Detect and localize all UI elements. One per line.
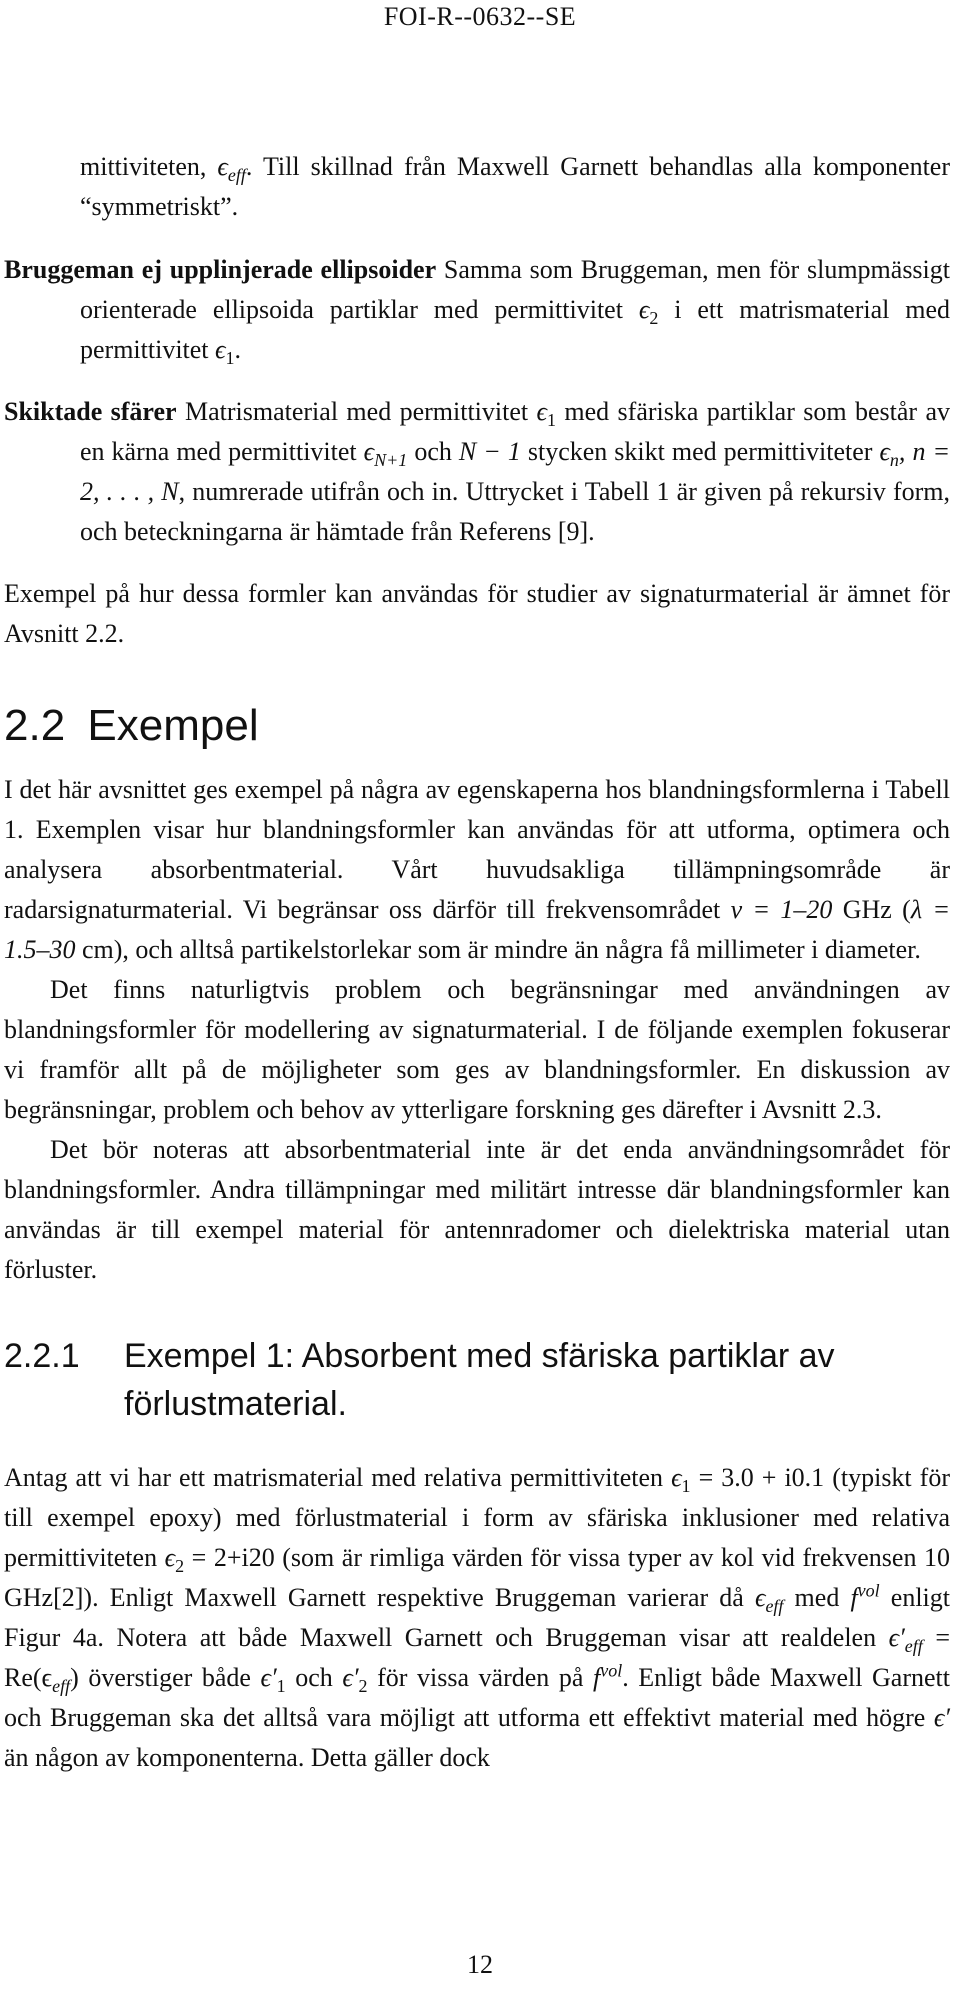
continuation-paragraph: mittiviteten, $\epsilon_{eff}$. Till skillnad från Maxwell Garnett behandlas alla komponenter “symmetriskt”. — [80, 152, 950, 221]
section-intro-paragraph: I det här avsnittet ges exempel på några av egenskaperna hos blandningsformlerna i Tabell 1. Exemplen visar hur blandningsformler kan användas för att utforma, optimera och analysera absorbentmaterial. Vårt huvudsakliga tillämpningsområde är radarsignaturmaterial. Vi begränsar oss därför till frekvensområdet ν = 1–20 GHz (λ = 1.5–30 cm), och alltså partikelstorlekar som är mindre än några få millimeter i diameter. — [4, 775, 950, 964]
example-1-paragraph: Antag att vi har ett matrismaterial med relativa permittiviteten $\epsilon_1 = 3.0 + i0.1$ (typiskt för till exempel epoxy) med förlustmaterial i form av sfäriska inklusioner med relativa permittiviteten $\epsilon_2 = 2+i20$ (som är rimliga värden för vissa typer av kol vid frekvensen 10 GHz[2]). Enligt Maxwell Garnett respektive Bruggeman varierar då $\epsilon_{eff}$ med $f^{vol}$ enligt Figur 4a. Notera att både Maxwell Garnett och Bruggeman visar att realdelen $\epsilon'_{eff} = Re(\epsilon_{eff})$ överstiger både $\epsilon'_1$ och $\epsilon'_2$ för vissa värden på $f^{vol}$. Enligt både Maxwell Garnett och Bruggeman ska det alltså vara möjligt att utforma ett effektivt material med högre ϵ′ än någon av komponenterna. Detta gäller dock — [4, 1463, 950, 1772]
definition-bruggeman-ellipsoids: Bruggeman ej upplinjerade ellipsoider Samma som Bruggeman, men för slumpmässigt orienterade ellipsoida partiklar med permittivitet $\epsilon_2$ i ett matrismaterial med permittivitet $\epsilon_1$. — [4, 255, 951, 369]
section-title: Exempel — [87, 701, 259, 750]
section-number: 2.2 — [4, 701, 66, 750]
example-usage-paragraph: Exempel på hur dessa formler kan användas för studier av signaturmaterial är ämnet för Avsnitt 2.2. — [4, 579, 950, 648]
section-heading — [4, 698, 950, 754]
definition-term: Skiktade sfärer — [4, 397, 177, 426]
subsection-title: Exempel 1: Absorbent med sfäriska partiklar av förlustmaterial. — [124, 1337, 835, 1423]
applications-paragraph: Det bör noteras att absorbentmaterial inte är det enda användningsområdet för blandningsformler. Andra tillämpningar med militärt intresse där blandningsformler kan användas är till exempel material för antennradomer och dielektriska material utan förluster. — [4, 1135, 950, 1284]
page-number: 12 — [467, 1950, 493, 1979]
page-content — [4, 147, 950, 1778]
definition-layered-spheres: Skiktade sfärer Matrismaterial med permittivitet $\epsilon_1$ med sfäriska partiklar som består av en kärna med permittivitet $\epsilon_{N+1}$ och N − 1 stycken skikt med permittiviteter $\epsilon_n$, n = 2, . . . , N, numrerade utifrån och in. Uttrycket i Tabell 1 är given på rekursiv form, och beteckningarna är hämtade från Referens [9]. — [4, 397, 951, 546]
subsection-heading — [4, 1332, 950, 1428]
limitations-paragraph: Det finns naturligtvis problem och begränsningar med användningen av blandningsformler för modellering av signaturmaterial. I de följande exemplen fokuserar vi framför allt på de möjligheter som ges av blandningsformler. En diskussion av begränsningar, problem och behov av ytterligare forskning ges därefter i Avsnitt 2.3. — [4, 975, 950, 1124]
definition-term: Bruggeman ej upplinjerade ellipsoider — [4, 255, 437, 284]
subsection-number: 2.2.1 — [4, 1337, 80, 1375]
report-id-header: FOI-R--0632--SE — [383, 2, 577, 31]
